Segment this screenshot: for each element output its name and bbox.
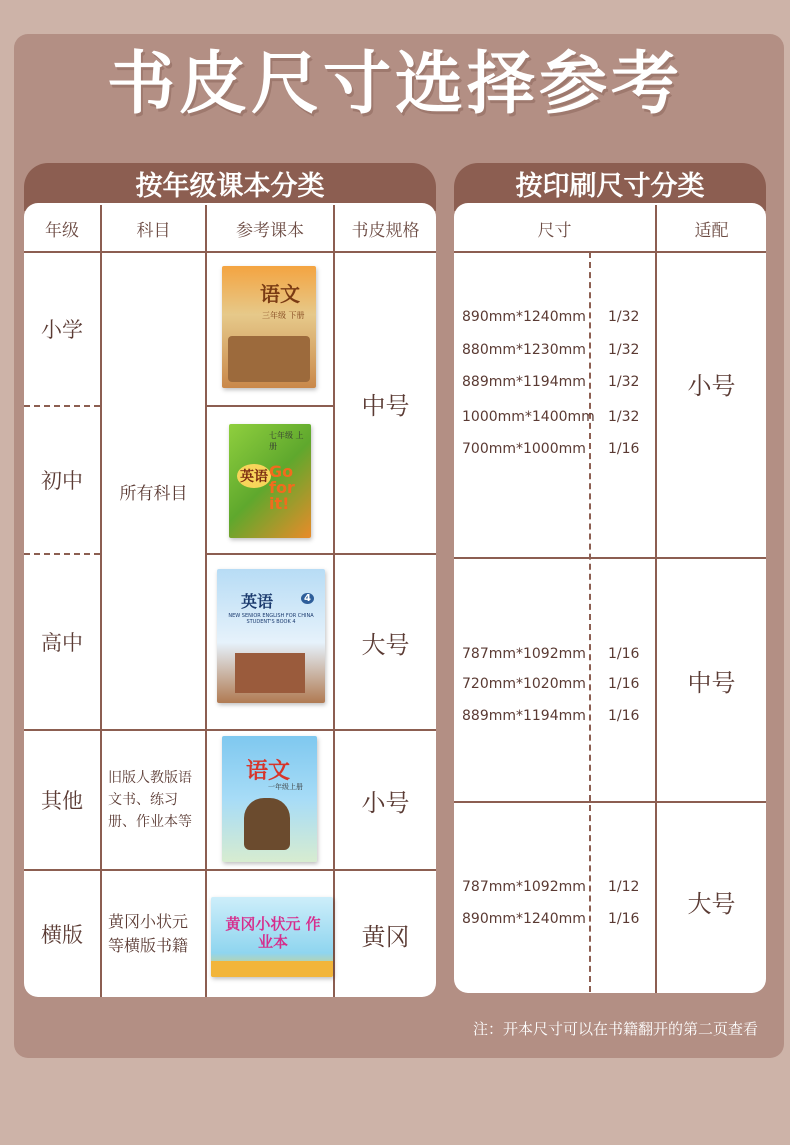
book-cover-huanggang: 黄冈小状元 作业本: [211, 897, 333, 977]
row-divider: [205, 405, 333, 407]
grade-junior: 初中: [41, 469, 83, 493]
page-title: 书皮尺寸选择参考: [106, 45, 683, 124]
size-value: 889mm*1194mm: [462, 708, 586, 724]
fit-medium: 中号: [687, 668, 736, 697]
col-header-book: 参考课本: [236, 220, 304, 241]
grade-landscape: 横版: [41, 923, 83, 947]
size-value: 1000mm*1400mm: [462, 409, 595, 425]
size-value: 787mm*1092mm: [462, 646, 586, 662]
right-table-heading: 按印刷尺寸分类: [454, 163, 766, 211]
footnote: 注：开本尺寸可以在书籍翻开的第二页查看: [472, 1020, 758, 1038]
spec-medium: 中号: [361, 391, 410, 420]
size-value: 890mm*1240mm: [462, 911, 586, 927]
ratio-value: 1/16: [608, 676, 640, 692]
col-header-subject: 科目: [136, 220, 171, 241]
subject-all: 所有科目: [119, 483, 188, 504]
col-header-spec: 书皮规格: [351, 220, 420, 241]
col-divider: [205, 205, 207, 997]
ratio-value: 1/32: [608, 374, 640, 390]
ratio-value: 1/16: [608, 441, 640, 457]
left-table-heading: 按年级课本分类: [24, 163, 436, 211]
size-value: 890mm*1240mm: [462, 309, 586, 325]
spec-huanggang: 黄冈: [361, 922, 410, 951]
ratio-value: 1/32: [608, 342, 640, 358]
book-cover-english-senior: 英语 4 NEW SENIOR ENGLISH FOR CHINA STUDENT'S BOOK 4: [217, 569, 325, 703]
col-divider-dashed: [589, 252, 591, 992]
col-header-fit: 适配: [694, 220, 729, 241]
size-value: 889mm*1194mm: [462, 374, 586, 390]
subject-landscape: 黄冈小状元等横版书籍: [108, 912, 189, 955]
spec-small: 小号: [361, 788, 410, 817]
book-cover-chinese-grade3: 语文 三年级 下册: [222, 266, 316, 388]
ratio-value: 1/32: [608, 409, 640, 425]
size-value: 880mm*1230mm: [462, 342, 586, 358]
col-header-grade: 年级: [45, 220, 79, 241]
size-value: 787mm*1092mm: [462, 879, 586, 895]
fit-large: 大号: [687, 889, 736, 918]
spec-large: 大号: [361, 630, 410, 659]
book-cover-chinese-old: 语文 一年级上册: [222, 736, 317, 862]
fit-small: 小号: [687, 371, 736, 400]
subject-other: 旧版人教版语文书、练习册、作业本等: [108, 770, 192, 830]
size-value: 720mm*1020mm: [462, 676, 586, 692]
ratio-value: 1/16: [608, 646, 640, 662]
ratio-value: 1/16: [608, 911, 640, 927]
ratio-value: 1/16: [608, 708, 640, 724]
ratio-value: 1/12: [608, 879, 640, 895]
grade-primary: 小学: [41, 318, 83, 342]
grade-senior: 高中: [41, 631, 83, 655]
col-header-size: 尺寸: [537, 220, 572, 241]
size-value: 700mm*1000mm: [462, 441, 586, 457]
ratio-value: 1/32: [608, 309, 640, 325]
book-cover-english-grade7: 英语 七年级 上册 Go for it!: [229, 424, 311, 538]
grade-other: 其他: [41, 789, 83, 813]
